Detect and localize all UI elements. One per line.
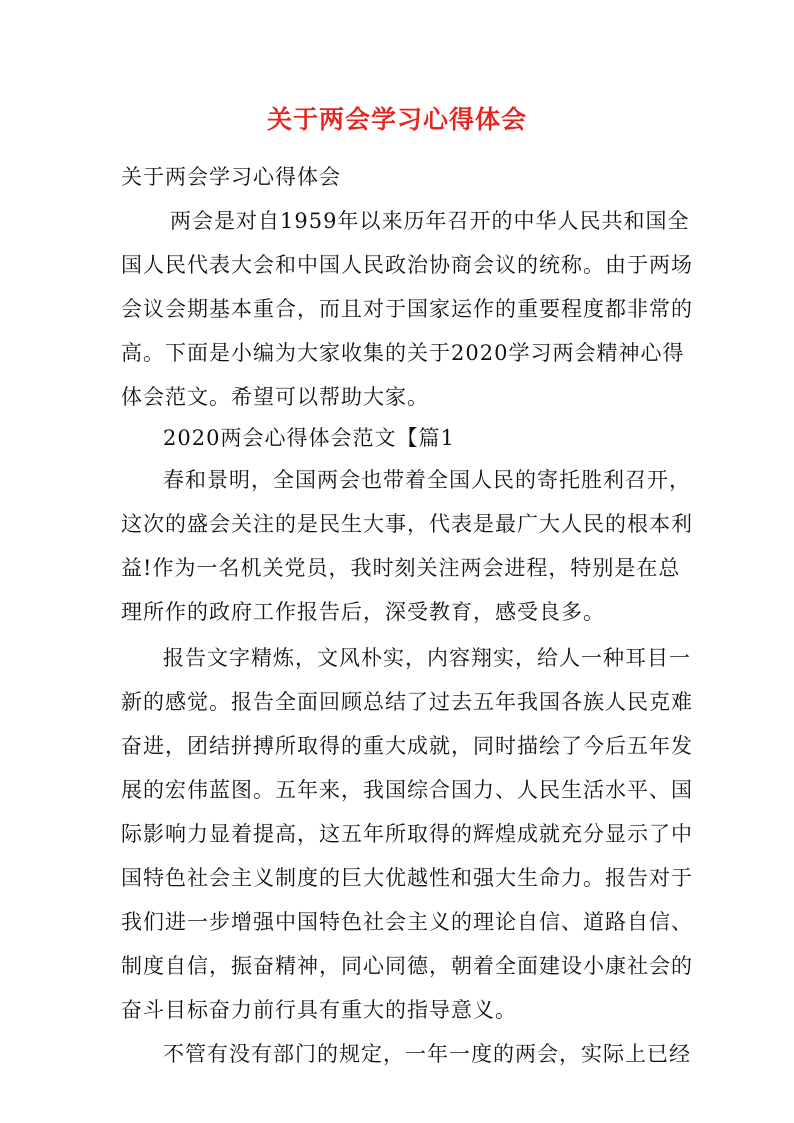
section-heading: 2020两会心得体会范文【篇1 [163, 426, 455, 450]
paragraph-line: 际影响力显着提高，这五年所取得的辉煌成就充分显示了中 [121, 822, 693, 846]
document-subtitle: 关于两会学习心得体会 [121, 165, 341, 189]
intro-line: 国人民代表大会和中国人民政治协商会议的统称。由于两场 [121, 253, 693, 277]
intro-line: 两会是对自1959年以来历年召开的中华人民共和国全 [170, 209, 690, 233]
paragraph-line: 益!作为一名机关党员，我时刻关注两会进程，特别是在总 [121, 556, 681, 580]
paragraph-line: 不管有没有部门的规定，一年一度的两会，实际上已经 [163, 1042, 691, 1066]
intro-line: 会议会期基本重合，而且对于国家运作的重要程度都非常的 [121, 297, 693, 321]
paragraph-line: 新的感觉。报告全面回顾总结了过去五年我国各族人民克难 [121, 690, 693, 714]
paragraph-line: 这次的盛会关注的是民生大事，代表是最广大人民的根本利 [121, 512, 693, 536]
paragraph-line: 展的宏伟蓝图。五年来，我国综合国力、人民生活水平、国 [121, 778, 693, 802]
paragraph-line: 奋斗目标奋力前行具有重大的指导意义。 [121, 998, 517, 1022]
paragraph-line: 理所作的政府工作报告后，深受教育，感受良多。 [121, 600, 605, 624]
paragraph-line: 报告文字精炼，文风朴实，内容翔实，给人一种耳目一 [163, 646, 691, 670]
paragraph-line: 国特色社会主义制度的巨大优越性和强大生命力。报告对于 [121, 866, 693, 890]
paragraph-line: 奋进，团结拼搏所取得的重大成就，同时描绘了今后五年发 [121, 734, 693, 758]
page-title: 关于两会学习心得体会 [266, 105, 527, 134]
paragraph-line: 制度自信，振奋精神，同心同德，朝着全面建设小康社会的 [121, 954, 693, 978]
paragraph-line: 春和景明，全国两会也带着全国人民的寄托胜利召开， [163, 468, 691, 492]
intro-line: 高。下面是小编为大家收集的关于2020学习两会精神心得 [121, 341, 685, 365]
paragraph-line: 我们进一步增强中国特色社会主义的理论自信、道路自信、 [121, 910, 693, 934]
intro-line: 体会范文。希望可以帮助大家。 [121, 385, 429, 409]
